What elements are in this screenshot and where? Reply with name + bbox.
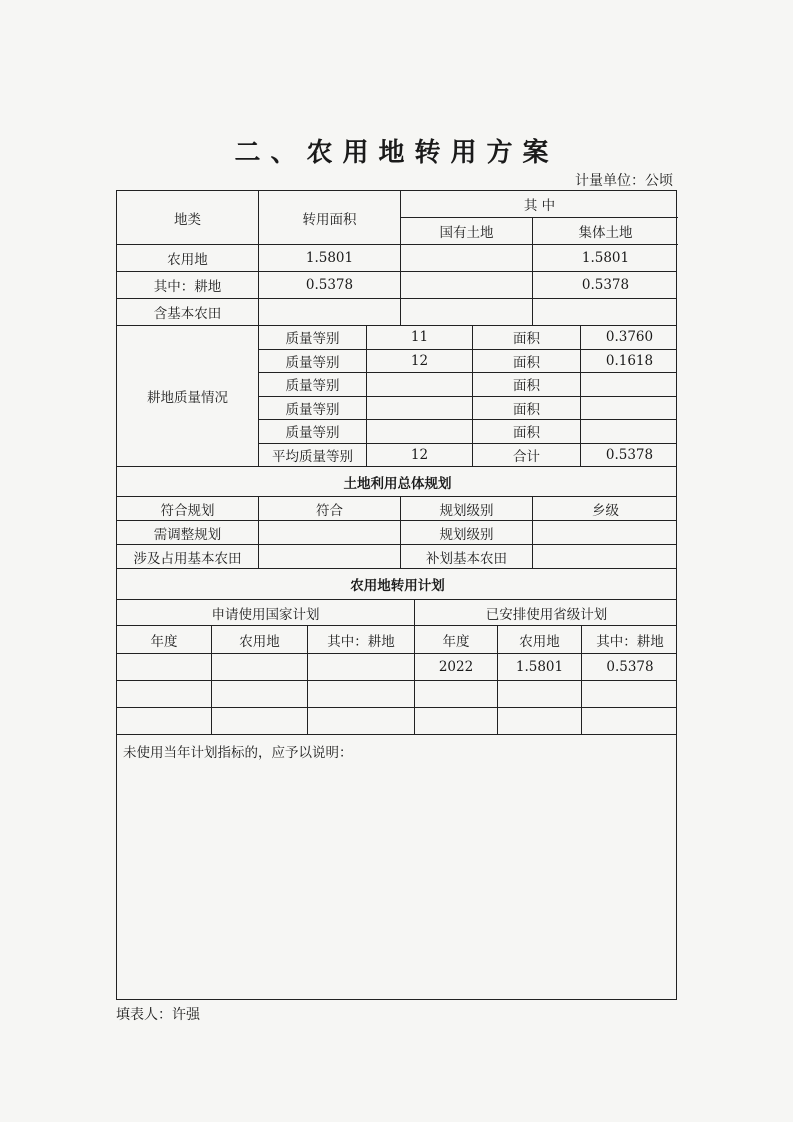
quality-avg-row bbox=[259, 444, 676, 468]
level-value: 乡级 bbox=[592, 502, 619, 519]
national-agri bbox=[212, 708, 308, 734]
area-value bbox=[581, 397, 678, 420]
grade-label: 质量等别 bbox=[259, 397, 367, 420]
national-year bbox=[117, 681, 212, 707]
provincial-cultivated bbox=[582, 681, 678, 707]
note-text: 未使用当年计划指标的，应予以说明： bbox=[123, 745, 353, 761]
national-agri bbox=[212, 654, 308, 680]
row-area: 1.5801 bbox=[259, 245, 401, 271]
quality-row bbox=[259, 397, 676, 421]
quality-label-cell bbox=[117, 326, 259, 467]
conversion-form bbox=[116, 190, 677, 1000]
col-year: 年度 bbox=[415, 626, 498, 653]
basic-farmland-label: 涉及占用基本农田 bbox=[117, 545, 259, 568]
area-label: 面积 bbox=[473, 420, 581, 443]
provincial-agri bbox=[498, 681, 582, 707]
provincial-year: 2022 bbox=[415, 654, 498, 680]
table-row bbox=[117, 272, 676, 299]
header-collective-land bbox=[533, 218, 678, 245]
adjust-value bbox=[259, 521, 401, 544]
row-label: 其中：耕地 bbox=[117, 272, 259, 298]
grade-label: 质量等别 bbox=[259, 326, 367, 349]
row-collective: 0.5378 bbox=[581, 277, 630, 293]
adjust-label: 需调整规划 bbox=[117, 521, 259, 544]
header-state-land bbox=[401, 218, 533, 245]
row-state bbox=[401, 245, 533, 271]
conform-value: 符合 bbox=[259, 497, 401, 520]
area-label: 面积 bbox=[473, 373, 581, 396]
row-area: 0.5378 bbox=[259, 272, 401, 298]
plan-row bbox=[117, 545, 676, 569]
plan-row bbox=[117, 521, 676, 545]
grade-value: 11 bbox=[367, 326, 473, 349]
table-row bbox=[117, 245, 676, 272]
national-agri bbox=[212, 681, 308, 707]
header-state-land-text: 国有土地 bbox=[439, 225, 494, 241]
national-year bbox=[117, 654, 212, 680]
grade-label: 质量等别 bbox=[259, 350, 367, 373]
provincial-agri bbox=[498, 708, 582, 734]
grade-label: 质量等别 bbox=[259, 420, 367, 443]
conversion-row bbox=[117, 654, 676, 681]
header-land-type bbox=[117, 191, 259, 245]
conform-label: 符合规划 bbox=[117, 497, 259, 520]
total-label: 合计 bbox=[473, 444, 581, 467]
header-converted-area bbox=[259, 191, 401, 245]
avg-grade-label: 平均质量等别 bbox=[259, 444, 367, 467]
row-label: 含基本农田 bbox=[117, 299, 259, 325]
header-converted-area-text: 转用面积 bbox=[302, 211, 357, 228]
area-value: 0.1618 bbox=[605, 352, 654, 369]
table-row bbox=[117, 299, 676, 326]
area-value bbox=[581, 420, 678, 443]
avg-grade-value: 12 bbox=[367, 444, 473, 467]
adjust-level-label: 规划级别 bbox=[401, 521, 533, 544]
level-label: 规划级别 bbox=[401, 497, 533, 520]
area-value: 0.3760 bbox=[605, 329, 654, 346]
col-cultivated: 其中：耕地 bbox=[596, 633, 664, 650]
quality-row bbox=[259, 350, 676, 374]
plan-section-title bbox=[117, 467, 676, 497]
conversion-row bbox=[117, 681, 676, 708]
national-cultivated bbox=[308, 708, 415, 734]
national-year bbox=[117, 708, 212, 734]
col-year: 年度 bbox=[117, 626, 212, 653]
row-state bbox=[401, 299, 533, 325]
row-label: 农用地 bbox=[117, 245, 259, 271]
note-area bbox=[117, 735, 676, 999]
col-agri: 农用地 bbox=[498, 626, 582, 653]
conversion-row bbox=[117, 708, 676, 735]
area-value bbox=[581, 373, 678, 396]
header-land-type-text: 地类 bbox=[174, 211, 201, 228]
conversion-col-header bbox=[117, 626, 676, 654]
adjust-level-value bbox=[533, 521, 678, 544]
conversion-subheader bbox=[117, 600, 676, 626]
header-of-which bbox=[401, 191, 678, 218]
provincial-year bbox=[415, 708, 498, 734]
col-agri: 农用地 bbox=[212, 626, 308, 653]
quality-row bbox=[259, 420, 676, 444]
provincial-agri: 1.5801 bbox=[498, 654, 582, 680]
row-area bbox=[259, 299, 401, 325]
page-title: 二、农用地转用方案 bbox=[234, 138, 559, 168]
unit-label: 计量单位：公顷 bbox=[575, 173, 673, 189]
row-state bbox=[401, 272, 533, 298]
quality-row bbox=[259, 373, 676, 397]
provincial-cultivated bbox=[582, 708, 678, 734]
grade-label: 质量等别 bbox=[259, 373, 367, 396]
grade-value bbox=[367, 397, 473, 420]
total-value: 0.5378 bbox=[605, 446, 654, 463]
basic-farmland-value bbox=[259, 545, 401, 568]
national-cultivated bbox=[308, 654, 415, 680]
quality-row bbox=[259, 326, 676, 350]
supplement-value bbox=[533, 545, 678, 568]
header-collective-land-text: 集体土地 bbox=[578, 225, 633, 241]
header-of-which-text: 其 中 bbox=[523, 198, 556, 214]
supplement-label: 补划基本农田 bbox=[401, 545, 533, 568]
grade-value bbox=[367, 420, 473, 443]
provincial-plan-label: 已安排使用省级计划 bbox=[485, 606, 608, 623]
quality-label: 耕地质量情况 bbox=[147, 390, 228, 406]
provincial-cultivated: 0.5378 bbox=[606, 659, 654, 675]
plan-row bbox=[117, 497, 676, 521]
area-label: 面积 bbox=[473, 350, 581, 373]
col-cultivated: 其中：耕地 bbox=[308, 626, 415, 653]
row-collective bbox=[533, 299, 678, 325]
grade-value: 12 bbox=[367, 350, 473, 373]
grade-value bbox=[367, 373, 473, 396]
national-cultivated bbox=[308, 681, 415, 707]
row-collective: 1.5801 bbox=[581, 250, 630, 266]
conversion-section-title bbox=[117, 569, 676, 600]
area-label: 面积 bbox=[473, 326, 581, 349]
conversion-title: 农用地转用计划 bbox=[350, 578, 445, 594]
provincial-year bbox=[415, 681, 498, 707]
national-plan-label: 申请使用国家计划 bbox=[117, 600, 415, 625]
plan-title: 土地利用总体规划 bbox=[343, 475, 452, 492]
filler-label: 填表人：许强 bbox=[116, 1007, 200, 1023]
area-label: 面积 bbox=[473, 397, 581, 420]
